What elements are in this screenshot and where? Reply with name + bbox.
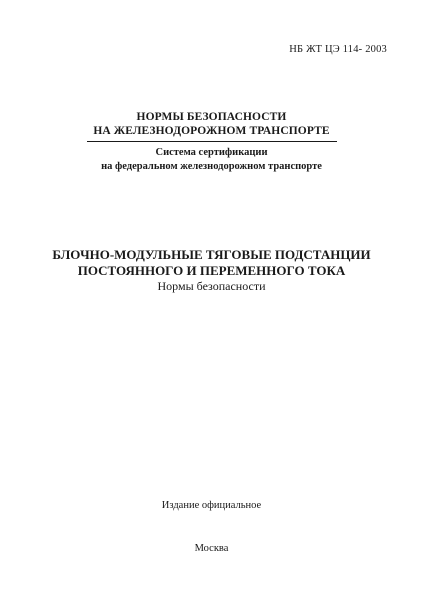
edition-note: Издание официальное [161, 500, 262, 511]
document-code: НБ ЖТ ЦЭ 114- 2003 [289, 44, 387, 55]
main-title-line-1: БЛОЧНО-МОДУЛЬНЫЕ ТЯГОВЫЕ ПОДСТАНЦИИ [52, 247, 371, 262]
main-title-block [0, 247, 423, 294]
header-divider [87, 141, 337, 142]
publication-city: Москва [194, 543, 229, 554]
header-block [0, 110, 423, 173]
main-title-line-2: ПОСТОЯННОГО И ПЕРЕМЕННОГО ТОКА [77, 263, 346, 278]
header-subtitle-line-2: на федеральном железнодорожном транспорте [101, 160, 322, 172]
header-title-line-2: НА ЖЕЛЕЗНОДОРОЖНОМ ТРАНСПОРТЕ [93, 125, 330, 137]
main-subtitle: Нормы безопасности [157, 279, 266, 293]
header-subtitle-line-1: Система сертификации [155, 147, 268, 158]
header-title-line-1: НОРМЫ БЕЗОПАСНОСТИ [136, 111, 287, 123]
